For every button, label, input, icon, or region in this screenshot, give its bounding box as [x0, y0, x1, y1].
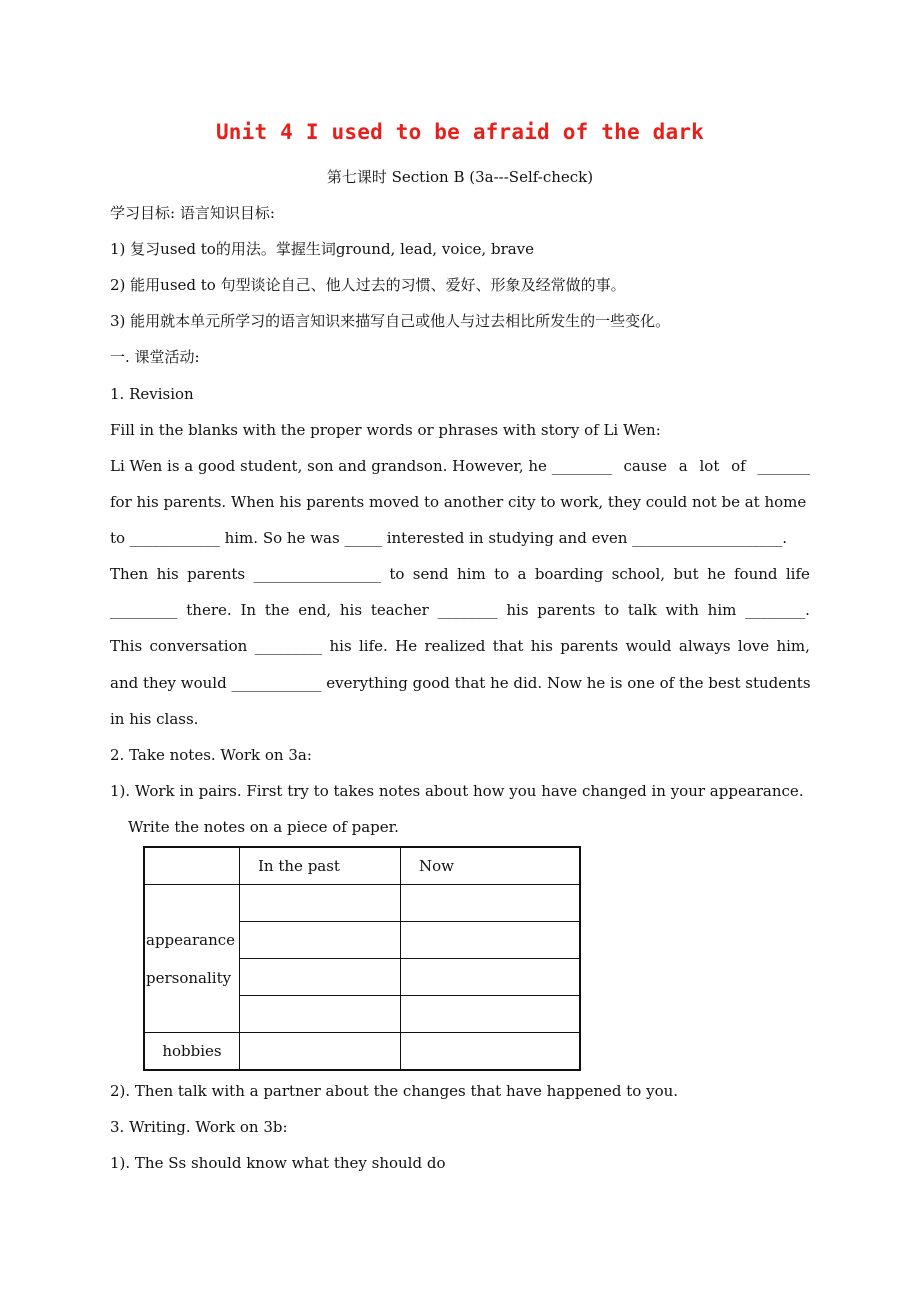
passage-line-3: [110, 528, 810, 548]
passage-word: lot: [699, 457, 720, 475]
passage-word: parents: [187, 565, 246, 583]
table-cell[interactable]: [401, 959, 581, 996]
passage-word: his: [156, 565, 179, 583]
passage-word: ________.: [745, 601, 810, 619]
passage-line-4: [110, 564, 810, 584]
label-personality: personality: [146, 969, 232, 987]
section-3-heading: 3. Writing. Work on 3b:: [110, 1118, 288, 1136]
passage-word: school,: [611, 565, 666, 583]
section-2-item-2: 2). Then talk with a partner about the changes that have happened to you.: [110, 1082, 679, 1100]
passage-line-6: [110, 636, 810, 656]
passage-word: _________________: [253, 565, 381, 583]
passage-word: would: [625, 637, 672, 655]
table-corner-cell: [144, 847, 240, 885]
passage-word: talk: [627, 601, 657, 619]
label-hobbies: hobbies: [144, 1033, 240, 1071]
passage-word: Then: [110, 565, 149, 583]
passage-word: end,: [298, 601, 332, 619]
table-row: [144, 885, 580, 922]
passage-word: send: [412, 565, 449, 583]
passage-word: he: [707, 565, 726, 583]
passage-word: love: [737, 637, 770, 655]
passage-word: _______: [757, 457, 810, 475]
passage-line-8: in his class.: [110, 710, 199, 728]
passage-word: _________: [254, 637, 323, 655]
passage-word: and they would ____________ everything good that he did. Now he is one of the best students: [110, 674, 811, 692]
unit-title: Unit 4 I used to be afraid of the dark: [215, 120, 705, 144]
passage-word: found: [733, 565, 778, 583]
passage-word: life: [785, 565, 810, 583]
passage-word: with: [665, 601, 699, 619]
table-cell[interactable]: [401, 1033, 581, 1071]
passage-word: In: [240, 601, 257, 619]
table-cell[interactable]: [240, 959, 401, 996]
label-appearance: appearance: [146, 931, 236, 949]
passage-word: realized: [424, 637, 486, 655]
activities-heading: 一. 课堂活动:: [110, 348, 200, 366]
column-header-past: In the past: [240, 847, 401, 885]
passage-word: a: [517, 565, 527, 583]
passage-word: of: [731, 457, 746, 475]
notes-table: [143, 846, 581, 1071]
passage-word: conversation: [149, 637, 248, 655]
passage-word: there.: [186, 601, 232, 619]
table-cell[interactable]: [240, 1033, 401, 1071]
passage-line-1: [110, 456, 810, 476]
passage-word: parents: [537, 601, 596, 619]
passage-line-2: [110, 492, 810, 512]
objective-2: 2) 能用used to 句型谈论自己、他人过去的习惯、爱好、形象及经常做的事。: [110, 276, 626, 294]
section-2-item-1-cont: Write the notes on a piece of paper.: [128, 818, 399, 836]
passage-word: teacher: [370, 601, 429, 619]
passage-word: cause: [623, 457, 668, 475]
passage-word: _________: [110, 601, 178, 619]
passage-word: to: [494, 565, 510, 583]
passage-word: always: [678, 637, 731, 655]
table-cell[interactable]: [240, 922, 401, 959]
passage-word: a: [678, 457, 688, 475]
passage-word: Li Wen is a good student, son and grandson. However, he ________: [110, 457, 612, 475]
table-cell[interactable]: [240, 885, 401, 922]
passage-word: He: [395, 637, 418, 655]
table-cell[interactable]: [401, 885, 581, 922]
objective-1: 1) 复习used to的用法。掌握生词ground, lead, voice, brave: [110, 240, 535, 258]
passage-word: for his parents. When his parents moved to another city to work, they could not be at home: [110, 493, 807, 511]
revision-instruction: Fill in the blanks with the proper words or phrases with story of Li Wen:: [110, 421, 661, 439]
passage-word: the: [264, 601, 290, 619]
table-cell[interactable]: [401, 922, 581, 959]
passage-word: parents: [560, 637, 619, 655]
passage-word: him: [707, 601, 737, 619]
passage-word: This: [110, 637, 143, 655]
passage-word: to ____________ him. So he was _____ interested in studying and even ____________________.: [110, 529, 788, 547]
passage-word: his: [329, 637, 352, 655]
section-2-item-1: 1). Work in pairs. First try to takes notes about how you have changed in your appearance.: [110, 782, 804, 800]
passage-word: ________: [437, 601, 498, 619]
section-3-item-1: 1). The Ss should know what they should do: [110, 1154, 446, 1172]
passage-word: to: [389, 565, 405, 583]
passage-word: that: [492, 637, 524, 655]
table-cell[interactable]: [401, 996, 581, 1033]
passage-word: his: [530, 637, 553, 655]
revision-heading: 1. Revision: [110, 385, 194, 403]
section-2-heading: 2. Take notes. Work on 3a:: [110, 746, 312, 764]
passage-line-5: [110, 600, 810, 620]
lesson-subtitle: 第七课时 Section B (3a---Self-check): [326, 168, 594, 186]
passage-word: his: [339, 601, 363, 619]
objective-3: 3) 能用就本单元所学习的语言知识来描写自己或他人与过去相比所发生的一些变化。: [110, 312, 671, 330]
passage-word: him,: [776, 637, 810, 655]
table-cell[interactable]: [240, 996, 401, 1033]
passage-word: his: [506, 601, 529, 619]
passage-word: boarding: [534, 565, 604, 583]
passage-word: him: [457, 565, 486, 583]
column-header-now: Now: [401, 847, 581, 885]
passage-word: but: [673, 565, 699, 583]
passage-word: to: [604, 601, 620, 619]
passage-line-7: [110, 673, 810, 693]
table-row: [144, 1033, 580, 1071]
table-header-row: [144, 847, 580, 885]
passage-word: life.: [358, 637, 388, 655]
merged-label-cell: [144, 885, 240, 1033]
objectives-heading: 学习目标: 语言知识目标:: [110, 204, 275, 222]
